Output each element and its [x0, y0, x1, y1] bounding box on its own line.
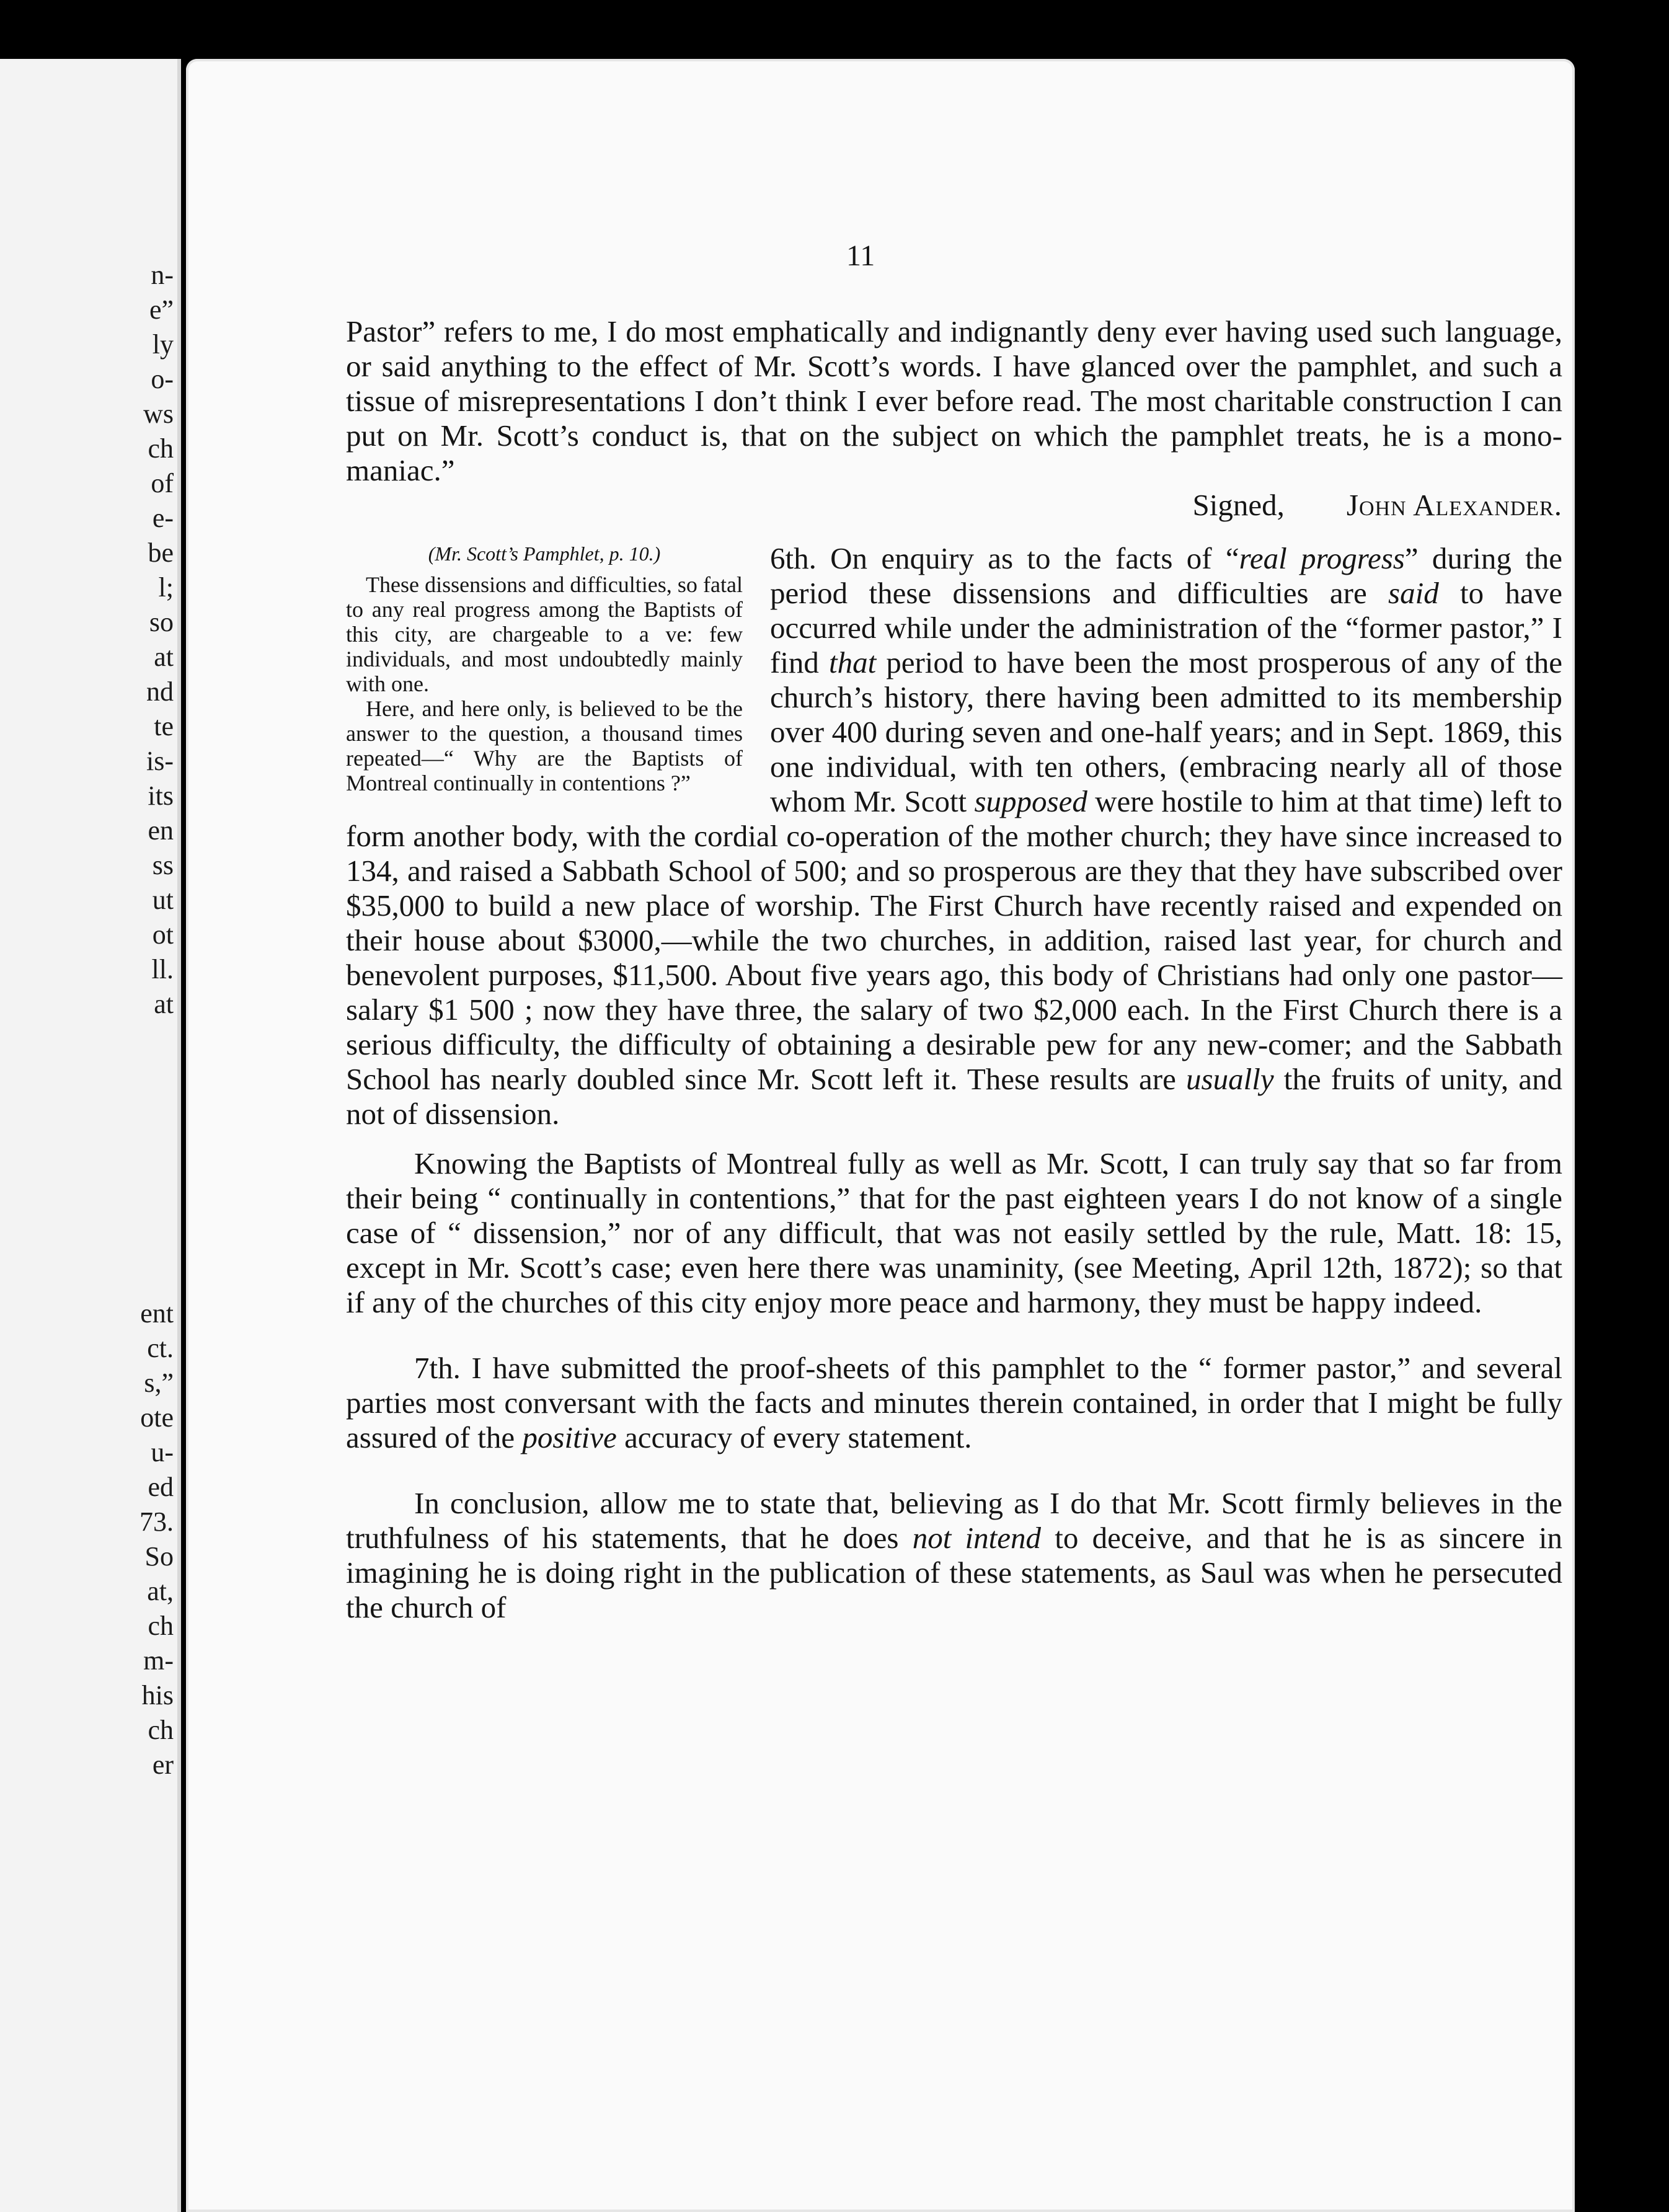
left-fragment: te	[154, 711, 174, 741]
left-fragment: l;	[158, 572, 174, 603]
note-paragraph-2: Here, and here only, is believed to be the answer to the question, a thousand times repeated—“ Why are the Baptists of Montreal continually in contentions ?”	[346, 696, 743, 795]
left-fragment: ly	[152, 329, 174, 360]
paragraph-conclusion: In conclusion, allow me to state that, believing as I do that Mr. Scott firmly believes in the truthfulness of his statements, that he does not intend to deceive, and that he is as sincere in imagining he is doing right in the publication of these statements, as Saul was when he persecuted the church of	[346, 1486, 1563, 1624]
right-page	[186, 59, 1575, 2212]
left-fragment: ss	[152, 850, 174, 880]
left-fragment: at	[154, 989, 174, 1019]
page-number: 11	[846, 239, 875, 272]
left-fragment: its	[148, 781, 174, 811]
left-fragment: be	[148, 538, 174, 568]
left-fragment: e”	[149, 294, 174, 325]
left-fragment: ut	[152, 885, 174, 915]
signature-line	[346, 488, 1562, 523]
page-body	[346, 314, 1562, 1625]
left-fragment: s,”	[144, 1368, 174, 1398]
left-fragment: ch	[148, 1611, 174, 1641]
left-fragment: at	[154, 642, 174, 672]
paragraph-pastor: Pastor” refers to me, I do most emphatically and indignantly deny ever having used such language, or said anything to the effect of Mr. Scott’s words. I have glanced over the pamphlet, and such a tissue of misrepresentations I don’t think I ever before read. The most charitable construction I can put on Mr. Scott’s conduct is, that on the subject on which the pamphlet treats, he is a mono-maniac.”	[346, 314, 1562, 487]
left-fragment: ct.	[147, 1333, 174, 1363]
left-fragment: So	[144, 1541, 174, 1572]
signer-name: John Alexander.	[1346, 488, 1562, 522]
left-fragment: so	[149, 607, 174, 637]
left-fragment: er	[152, 1750, 174, 1780]
left-fragment: ws	[143, 399, 174, 429]
left-fragment: ch	[148, 1715, 174, 1745]
left-page-fragment	[0, 59, 181, 2212]
left-fragment: m-	[143, 1645, 174, 1676]
left-fragment: o-	[151, 364, 174, 394]
side-note	[346, 541, 743, 795]
left-fragment: n-	[151, 260, 174, 290]
note-reference: (Mr. Scott’s Pamphlet, p. 10.)	[428, 542, 661, 565]
page-gutter	[177, 59, 181, 2212]
left-fragment: ent	[140, 1298, 174, 1329]
paragraph-knowing: Knowing the Baptists of Montreal fully as well as Mr. Scott, I can truly say that so far from their being “ continually in contentions,” that for the past eighteen years I do not know of a single case of “ dissension,” nor of any difficult, that was not easily settled by the rule, Matt. 18: 15, except in Mr. Scott’s case; even here there was unaminity, (see Meeting, April 12th, 1872); so that if any of the churches of this city enjoy more peace and harmony, they must be happy indeed.	[346, 1146, 1562, 1319]
signed-label: Signed,	[1192, 488, 1285, 522]
left-fragment: ot	[152, 919, 174, 950]
left-fragment: u-	[151, 1437, 174, 1467]
left-fragment: at,	[147, 1576, 174, 1606]
left-fragment: en	[148, 815, 174, 846]
left-fragment: of	[151, 468, 174, 498]
left-fragment: his	[141, 1680, 174, 1710]
left-fragment: e-	[152, 503, 174, 533]
left-fragment: is-	[146, 746, 174, 776]
note-paragraph-1: These dissensions and difficulties, so fatal to any real progress among the Baptists of this city, are chargeable to a ve: few individuals, and most undoubtedly mainly with one.	[346, 572, 743, 696]
left-fragment: ed	[148, 1472, 174, 1502]
left-fragment: ll.	[151, 954, 174, 984]
left-fragment: 73.	[139, 1506, 174, 1537]
left-fragment: nd	[146, 676, 174, 707]
left-fragment: ch	[148, 433, 174, 464]
paragraph-sixth: 6th. On enquiry as to the facts of “real progress” during the period these dissensions and difficulties are said to have occurred while under the administration of the “former pastor,” I find that period to have been the most prosperous of any of the church’s history, there having been admitted to its membership over 400 during seven and one-half years; and in Sept. 1869, this one individual, with ten others, (embracing nearly all of those whom Mr. Scott supposed were hostile to him at that time) left to form another body, with the cordial co-operation of the mother church; they have since increased to 134, and raised a Sabbath School of 500; and so prosperous are they that they have subscribed over $35,000 to build a new place of worship. The First Church have recently raised and expended on their house about $3000,—while the two churches, in addition, raised last year, for church and benevolent purposes, $11,500. About five years ago, this body of Christians had only one pastor—salary $1 500 ; now they have three, the salary of two $2,000 each. In the First Church there is a serious difficulty, the difficulty of obtaining a desirable pew for any new-comer; and the Sabbath School has nearly doubled since Mr. Scott left it. These results are usually the fruits of unity, and not of dissension.	[346, 541, 1563, 1131]
left-fragment: ote	[140, 1402, 174, 1433]
paragraph-seventh: 7th. I have submitted the proof-sheets of this pamphlet to the “ former pastor,” and several parties most conversant with the facts and minutes therein contained, in order that I might be fully assured of the positive accuracy of every statement.	[346, 1351, 1562, 1454]
